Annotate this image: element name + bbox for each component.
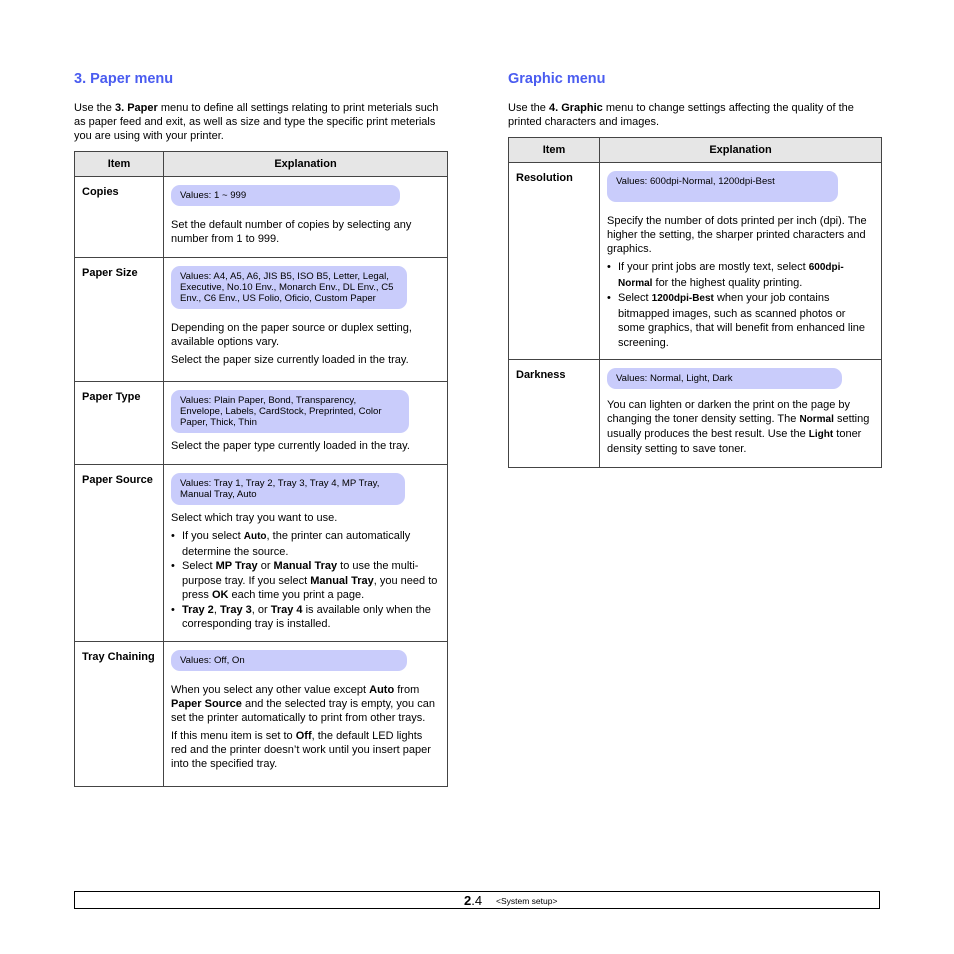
page-number: [464, 893, 482, 908]
values-box: Values: 1 ~ 999: [171, 185, 400, 206]
item-resolution: Resolution: [509, 163, 600, 360]
item-paper-source: Paper Source: [75, 465, 164, 642]
description-text: Select the paper type currently loaded in the tray.: [171, 440, 410, 452]
list-item: • Select MP Tray or Manual Tray to use the multi-purpose tray. If you select Manual Tray, you need to press OK each time you print a page.: [171, 559, 438, 603]
description-text: Depending on the paper source or duplex setting, available options vary.: [171, 322, 412, 348]
paper-menu-heading: 3. Paper menu: [74, 71, 174, 87]
description-text: When you select any other value except Auto from Paper Source and the selected tray is empty, you can set the printer automatically to print from other trays.: [171, 683, 435, 724]
values-box: Values: Normal, Light, Dark: [607, 368, 842, 389]
description-text: Select the paper size currently loaded in the tray.: [171, 354, 409, 366]
explanation-cell: [600, 360, 882, 468]
list-item: • If you select Auto, the printer can automatically determine the source.: [171, 529, 438, 559]
table-header-row: [509, 138, 882, 163]
list-item: • Tray 2, Tray 3, or Tray 4 is available only when the corresponding tray is installed.: [171, 603, 438, 632]
description-text: If this menu item is set to Off, the default LED lights red and the printer doesn’t work until you insert paper into the specified tray.: [171, 729, 431, 770]
list-item: • If your print jobs are mostly text, select 600dpi-Normal for the highest quality printing.: [607, 260, 872, 291]
description-text: Set the default number of copies by selecting any number from 1 to 999.: [171, 219, 412, 245]
values-box: Values: Plain Paper, Bond, Transparency, Envelope, Labels, CardStock, Preprinted, Color Paper, Thick, Thin: [171, 390, 409, 433]
intro-text: menu to define all settings relating to print meterials such as paper feed and exit, as well as size and type the specific print meterials you are using with your printer.: [74, 102, 439, 142]
list-item: • Select 1200dpi-Best when your job contains bitmapped images, such as scanned photos or some graphics, that will benefit from enhanced line screening.: [607, 291, 872, 350]
intro-text: menu to change settings affecting the quality of the printed characters and images.: [508, 102, 854, 128]
explanation-cell: [164, 465, 448, 642]
paper-menu-table: [74, 151, 448, 787]
table-row: [75, 465, 448, 642]
table-row: [509, 163, 882, 360]
chapter-number: 2: [464, 893, 472, 908]
description-text: Select which tray you want to use.: [171, 512, 338, 524]
item-column-header: Item: [509, 138, 600, 163]
table-row: [509, 360, 882, 468]
values-box: Values: A4, A5, A6, JIS B5, ISO B5, Letter, Legal, Executive, No.10 Env., Monarch Env., DL Env., C5 Env., C6 Env., US Folio, Oficio, Custom Paper: [171, 266, 407, 309]
table-row: [75, 177, 448, 258]
item-tray-chaining: Tray Chaining: [75, 641, 164, 786]
item-copies: Copies: [75, 177, 164, 258]
item-paper-type: Paper Type: [75, 382, 164, 465]
explanation-column-header: Explanation: [164, 152, 448, 177]
explanation-cell: [164, 382, 448, 465]
graphic-menu-heading: Graphic menu: [508, 71, 606, 87]
explanation-cell: [164, 177, 448, 258]
intro-text: Use the: [508, 102, 549, 114]
explanation-column-header: Explanation: [600, 138, 882, 163]
explanation-cell: [164, 641, 448, 786]
bullet-list: [607, 260, 872, 350]
values-box: Values: 600dpi-Normal, 1200dpi-Best: [607, 171, 838, 202]
values-box: Values: Off, On: [171, 650, 407, 671]
item-paper-size: Paper Size: [75, 258, 164, 382]
paper-menu-section: [74, 70, 447, 787]
graphic-menu-section: [508, 70, 881, 468]
table-row: [75, 382, 448, 465]
graphic-menu-table: [508, 137, 882, 468]
explanation-cell: [164, 258, 448, 382]
table-row: [75, 258, 448, 382]
description-text: Specify the number of dots printed per inch (dpi). The higher the setting, the sharper printed characters and graphics.: [607, 215, 867, 255]
page-footer: [74, 891, 880, 909]
bullet-list: [171, 529, 438, 632]
paper-menu-intro: [74, 101, 447, 143]
intro-menu-name: 3. Paper: [114, 102, 158, 114]
section-label: <System setup>: [496, 896, 558, 906]
graphic-menu-intro: [508, 101, 881, 129]
table-row: [75, 641, 448, 786]
page-index: .4: [471, 893, 483, 908]
item-darkness: Darkness: [509, 360, 600, 468]
values-box: Values: Tray 1, Tray 2, Tray 3, Tray 4, MP Tray, Manual Tray, Auto: [171, 473, 405, 505]
intro-text: Use the: [74, 102, 115, 114]
explanation-cell: [600, 163, 882, 360]
item-column-header: Item: [75, 152, 164, 177]
intro-menu-name: 4. Graphic: [548, 102, 603, 114]
table-header-row: [75, 152, 448, 177]
description-text: You can lighten or darken the print on the page by changing the toner density setting. The Normal setting usually produces the best result. Use the Light toner density setting to save toner.: [607, 399, 870, 455]
